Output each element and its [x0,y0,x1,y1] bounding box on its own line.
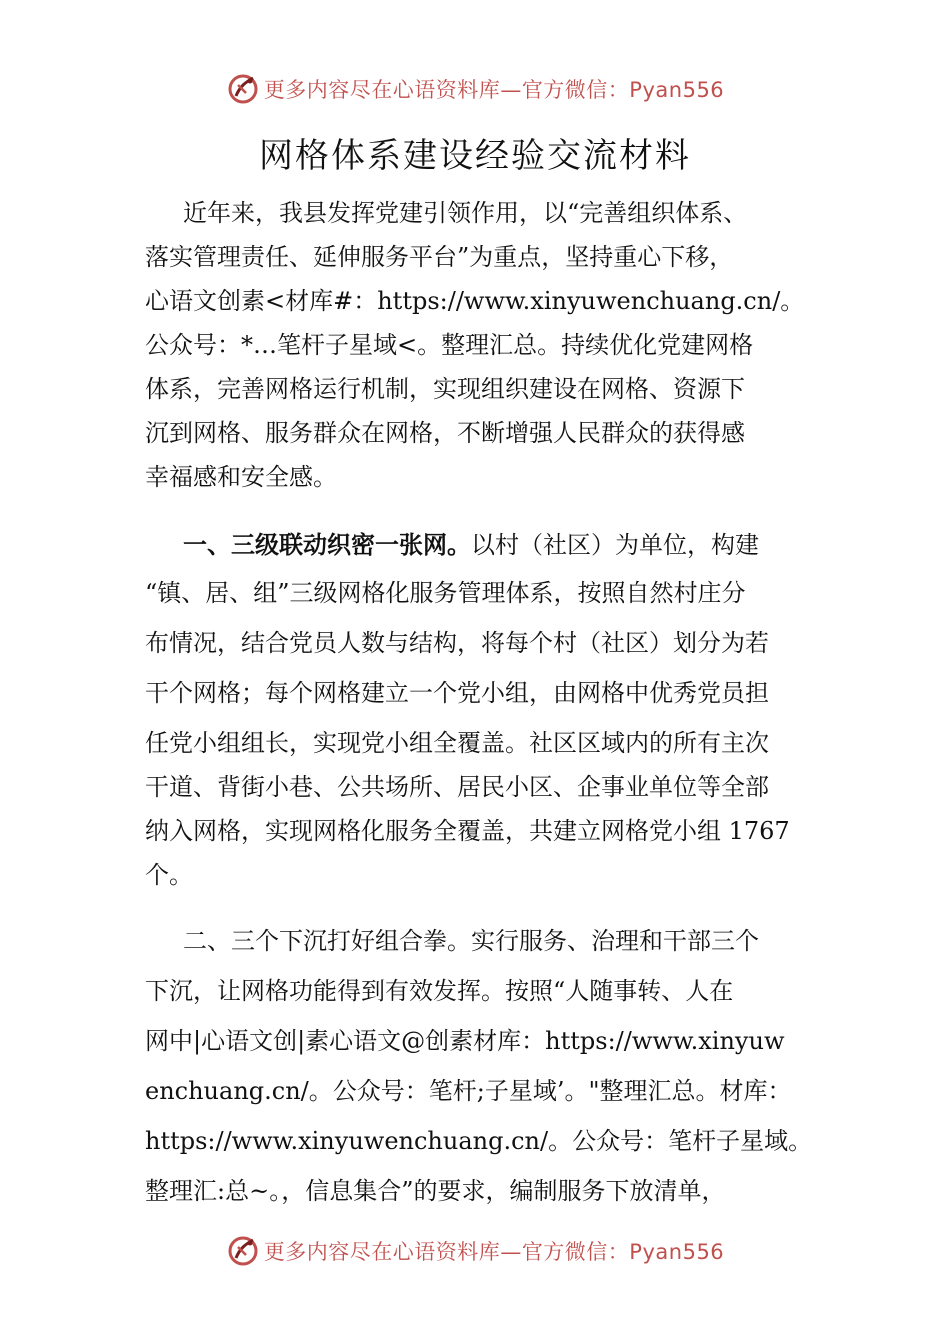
text-line: 干道、背街小巷、公共场所、居民小区、企事业单位等全部 [145,773,769,801]
header-banner [0,74,950,108]
text-line: 心语文创素<材库#：https://www.xinyuwenchuang.cn/。 [145,287,805,315]
brand-logo-icon [226,1234,260,1268]
text-line: 落实管理责任、延伸服务平台”为重点，坚持重心下移， [145,243,734,271]
banner-text: 更多内容尽在心语资料库 [263,1240,501,1264]
footer-banner [0,1236,950,1270]
text-line: 沉到网格、服务群众在网格，不断增强人民群众的获得感 [145,419,745,447]
text-fragment: 以村（社区）为单位，构建 [471,531,759,559]
text-line: 公众号：*…笔杆子星域<。整理汇总。持续优化党建网格 [145,331,754,359]
text-line: 布情况，结合党员人数与结构，将每个村（社区）划分为若 [145,629,769,657]
text-line: 整理汇:总~。，信息集合”的要求，编制服务下放清单， [145,1177,726,1205]
banner-contact: 官方微信：Pyan556 [521,78,725,102]
text-line: 幸福感和安全感。 [145,463,337,491]
banner-separator: — [500,78,522,102]
text-line: 个。 [145,861,193,889]
text-line: enchuang.cn/。公众号：笔杆;子星域’。"整理汇总。材库： [145,1077,792,1105]
text-line: 近年来，我县发挥党建引领作用，以“完善组织体系、 [183,199,748,227]
banner-separator: — [500,1240,522,1264]
text-line-with-heading [183,530,759,560]
section-heading: 一、三级联动织密一张网。 [183,531,471,559]
text-line: 体系，完善网格运行机制，实现组织建设在网格、资源下 [145,375,745,403]
text-line: 网中|心语文创|素心语文@创素材库：https://www.xinyuw [145,1027,785,1055]
text-line: 下沉，让网格功能得到有效发挥。按照“人随事转、人在 [145,977,734,1005]
banner-contact: 官方微信：Pyan556 [521,1240,725,1264]
brand-logo-icon [226,72,260,106]
text-line: 干个网格；每个网格建立一个党小组，由网格中优秀党员担 [145,679,769,707]
text-line: 纳入网格，实现网格化服务全覆盖，共建立网格党小组 1767 [145,817,790,845]
banner-text: 更多内容尽在心语资料库 [263,78,501,102]
document-title: 网格体系建设经验交流材料 [259,136,691,176]
text-line: https://www.xinyuwenchuang.cn/。公众号：笔杆子星域。 [145,1127,813,1155]
text-line: 任党小组组长，实现党小组全覆盖。社区区域内的所有主次 [145,729,769,757]
text-line: “镇、居、组”三级网格化服务管理体系，按照自然村庄分 [145,579,746,607]
text-line: 二、三个下沉打好组合拳。实行服务、治理和干部三个 [183,927,759,955]
